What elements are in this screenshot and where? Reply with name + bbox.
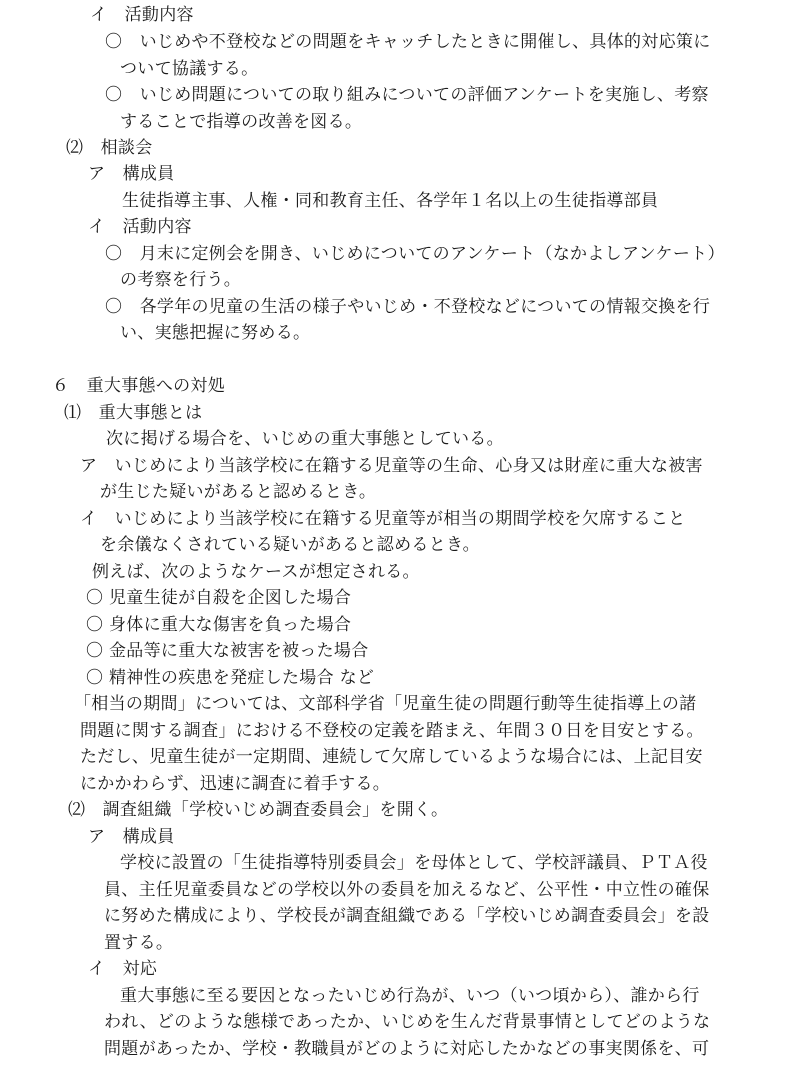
paragraph-text: 学校に設置の「生徒指導特別委員会」を母体として、学校評議員、ＰＴＡ役 bbox=[120, 853, 708, 873]
bullet-continuation: い、実態把握に努める。 bbox=[120, 323, 311, 343]
bullet-item: 〇 月末に定例会を開き、いじめについてのアンケート（なかよしアンケート） bbox=[105, 244, 725, 264]
paragraph-text: ただし、児童生徒が一定期間、連続して欠席しているような場合には、上記目安 bbox=[80, 747, 703, 767]
subheading-members: ア 構成員 bbox=[88, 827, 175, 847]
paragraph-text: に努めた構成により、学校長が調査組織である「学校いじめ調査委員会」を設 bbox=[104, 906, 710, 926]
chapter-heading-serious-incident: ６ 重大事態への対処 bbox=[52, 376, 225, 396]
paragraph-text: 例えば、次のようなケースが想定される。 bbox=[92, 562, 420, 582]
paragraph-text: 問題があったか、学校・教職員がどのように対応したかなどの事実関係を、可 bbox=[104, 1039, 710, 1059]
paragraph-text: われ、どのような態様であったか、いじめを生んだ背景事情としてどのような bbox=[104, 1012, 711, 1032]
bullet-item: 〇 いじめ問題についての取り組みについての評価アンケートを実施し、考察 bbox=[105, 85, 709, 105]
bullet-item: 〇 いじめや不登校などの問題をキャッチしたときに開催し、具体的対応策に bbox=[105, 32, 711, 52]
paragraph-text: 次に掲げる場合を、いじめの重大事態としている。 bbox=[106, 429, 504, 449]
section-heading-consultation: ⑵ 相談会 bbox=[66, 138, 153, 158]
subheading-response: イ 対応 bbox=[88, 959, 158, 979]
paragraph-text: 問題に関する調査」における不登校の定義を踏まえ、年間３０日を目安とする。 bbox=[80, 721, 704, 741]
heading-activity-content: イ 活動内容 bbox=[90, 5, 194, 25]
example-item: 〇 児童生徒が自殺を企図した場合 bbox=[86, 588, 352, 608]
subheading-activity-content: イ 活動内容 bbox=[88, 217, 192, 237]
paragraph-text: 「相当の期間」については、文部科学省「児童生徒の問題行動等生徒指導上の諸 bbox=[74, 694, 697, 714]
example-item: 〇 金品等に重大な被害を被った場合 bbox=[86, 641, 369, 661]
case-item-a: ア いじめにより当該学校に在籍する児童等の生命、心身又は財産に重大な被害 bbox=[80, 456, 703, 476]
case-item-i: イ いじめにより当該学校に在籍する児童等が相当の期間学校を欠席すること bbox=[80, 509, 686, 529]
case-item-continuation: が生じた疑いがあると認めるとき。 bbox=[100, 482, 377, 502]
example-item: 〇 身体に重大な傷害を負った場合 bbox=[86, 615, 352, 635]
paragraph-text: 置する。 bbox=[104, 933, 174, 953]
bullet-item: 〇 各学年の児童の生活の様子やいじめ・不登校などについての情報交換を行 bbox=[105, 297, 711, 317]
paragraph-text: 員、主任児童委員などの学校以外の委員を加えるなど、公平性・中立性の確保 bbox=[104, 880, 710, 900]
paragraph-text: 重大事態に至る要因となったいじめ行為が、いつ（いつ頃から）、誰から行 bbox=[120, 986, 700, 1006]
paragraph-text: にかかわらず、迅速に調査に着手する。 bbox=[80, 774, 391, 794]
members-text: 生徒指導主事、人権・同和教育主任、各学年１名以上の生徒指導部員 bbox=[122, 191, 659, 211]
bullet-continuation: ついて協議する。 bbox=[120, 59, 259, 79]
example-item: 〇 精神性の疾患を発症した場合 など bbox=[86, 668, 375, 688]
section-heading-definition: ⑴ 重大事態とは bbox=[64, 403, 203, 423]
case-item-continuation: を余儀なくされている疑いがあると認めるとき。 bbox=[100, 535, 480, 555]
bullet-continuation: の考察を行う。 bbox=[120, 270, 242, 290]
bullet-continuation: することで指導の改善を図る。 bbox=[120, 112, 363, 132]
subheading-members: ア 構成員 bbox=[88, 164, 175, 184]
section-heading-investigation: ⑵ 調査組織「学校いじめ調査委員会」を開く。 bbox=[68, 800, 449, 820]
